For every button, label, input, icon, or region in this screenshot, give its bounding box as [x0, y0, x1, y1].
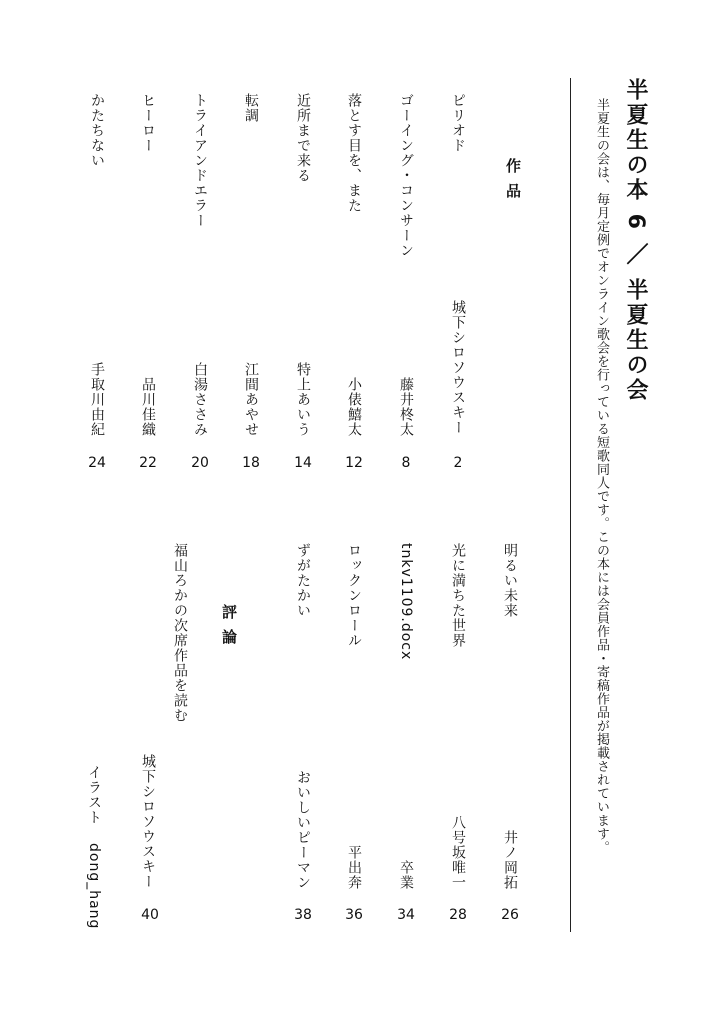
- critique-heading: 評論: [220, 604, 238, 654]
- work-author: 手取川由紀: [89, 362, 105, 437]
- work-author: 八号坂唯一: [450, 815, 466, 890]
- page-number: 20: [191, 455, 209, 471]
- work-author: 藤井柊太: [398, 377, 414, 437]
- page-number: 36: [345, 907, 363, 923]
- page-number: 34: [397, 907, 415, 923]
- work-author: 卒業: [398, 860, 414, 890]
- book-description: 半夏生の会は、毎月定例でオンライン歌会を行っている短歌同人です。この本には会員作品・寄稿作品が掲載されています。: [594, 98, 609, 854]
- work-title: トライアンドエラー: [192, 93, 208, 228]
- work-title: ゴーイング・コンサーン: [398, 93, 414, 258]
- page-number: 18: [242, 455, 260, 471]
- page-number: 28: [449, 907, 467, 923]
- work-title: ロックンロール: [346, 543, 362, 648]
- page-number: 2: [453, 455, 463, 471]
- illustration-name: dong_hang: [86, 843, 102, 930]
- page-number: 38: [294, 907, 312, 923]
- book-title: 半夏生の本 6 ／ 半夏生の会: [623, 78, 648, 404]
- work-author: 江間あやせ: [243, 362, 259, 437]
- illustration-label: イラスト: [86, 765, 102, 825]
- work-author: 特上あいう: [295, 362, 311, 437]
- page-number: 24: [88, 455, 106, 471]
- work-title: ずがたかい: [295, 543, 311, 618]
- work-author: おいしいピーマン: [295, 770, 311, 890]
- page-number: 8: [401, 455, 411, 471]
- work-title: ヒーロー: [140, 93, 156, 153]
- works-heading: 作品: [504, 158, 522, 208]
- work-author: 品川佳織: [140, 377, 156, 437]
- work-title: 落とす目を、また: [346, 93, 362, 213]
- page-number: 12: [345, 455, 363, 471]
- work-title: 転調: [243, 93, 259, 123]
- work-author: 平出奔: [346, 845, 362, 890]
- work-title: かたちない: [89, 93, 105, 168]
- page-number: 40: [141, 907, 159, 923]
- work-title: ピリオド: [450, 93, 466, 153]
- divider-line: [570, 78, 571, 932]
- work-title: tnkv1109.docx: [398, 543, 414, 661]
- page-number: 26: [501, 907, 519, 923]
- critique-author: 城下シロソウスキー: [140, 754, 156, 889]
- page-number: 22: [139, 455, 157, 471]
- work-title: 近所まで来る: [295, 93, 311, 183]
- work-author: 小俵鱚太: [346, 377, 362, 437]
- work-author: 井ノ岡拓: [502, 830, 518, 890]
- work-author: 城下シロソウスキー: [450, 300, 466, 435]
- critique-title: 福山ろかの次席作品を読む: [172, 543, 188, 723]
- work-author: 白湯ささみ: [192, 362, 208, 437]
- page-number: 14: [294, 455, 312, 471]
- work-title: 明るい未来: [502, 543, 518, 618]
- work-title: 光に満ちた世界: [450, 543, 466, 648]
